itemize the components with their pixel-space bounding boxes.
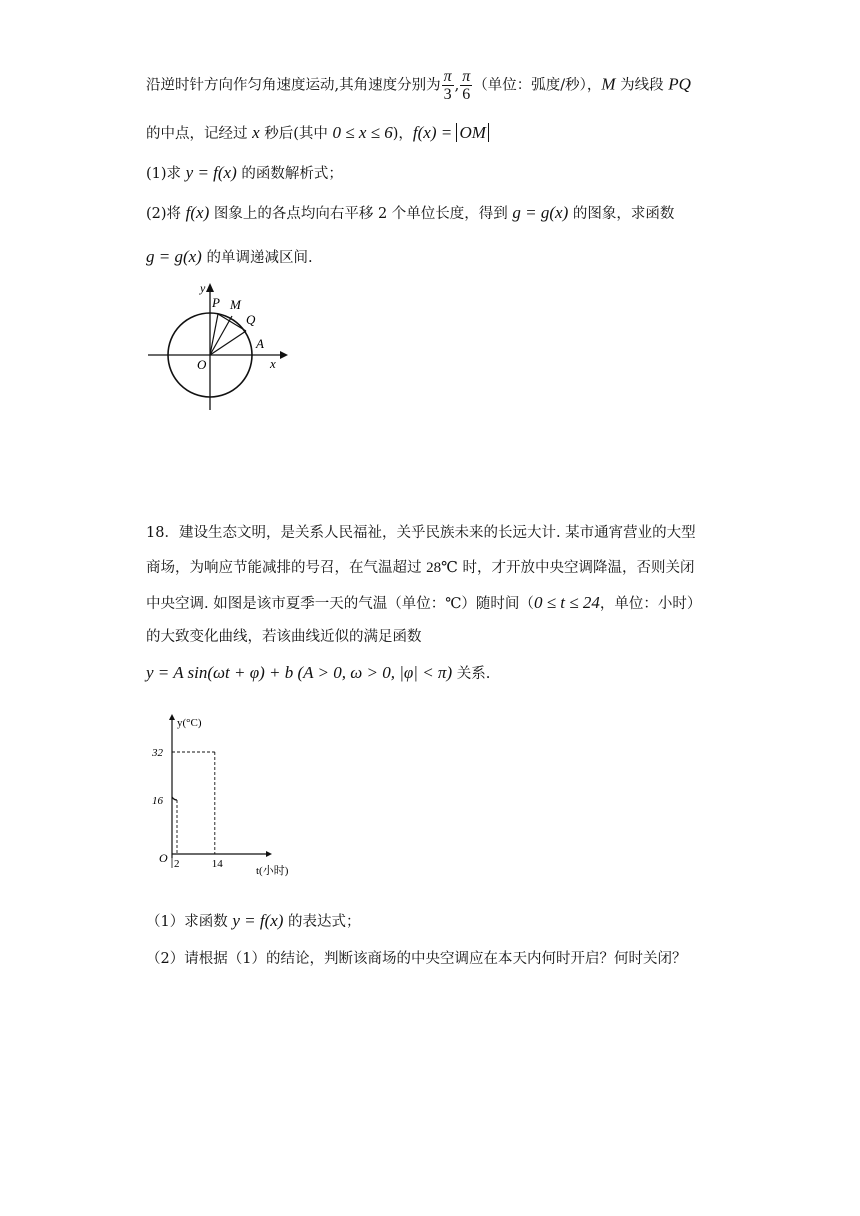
q17-part-2-cont: g = g(x) 的单调递减区间. bbox=[146, 247, 313, 266]
label-Q: Q bbox=[246, 312, 256, 327]
series-line bbox=[172, 797, 177, 800]
x-tick-label-2: 2 bbox=[174, 858, 180, 870]
x-axis-arrow bbox=[266, 851, 272, 857]
label-A: A bbox=[256, 336, 264, 351]
y-axis-label: y(°C) bbox=[177, 717, 202, 729]
label-P: P bbox=[212, 295, 220, 310]
unit-circle-figure bbox=[140, 280, 300, 420]
x-axis-arrow bbox=[280, 351, 288, 359]
q18-line-4: 的大致变化曲线，若该曲线近似的满足函数 bbox=[146, 629, 422, 645]
q18-part-2: （2）请根据（1）的结论，判断该商场的中央空调应在本天内何时开启？何时关闭？ bbox=[146, 951, 687, 967]
x-tick-label-14: 14 bbox=[211, 858, 223, 870]
q17-line-1: 沿逆时针方向作匀角速度运动,其角速度分别为 $\frac{\pi}{3}$ , $\frac{\pi}{6}$ （单位：弧度/秒），M 为线段 PQ bbox=[146, 68, 691, 103]
q18-line-3: 中央空调. 如图是该市夏季一天的气温（单位：℃）随时间（0 ≤ t ≤ 24，单位：小时） bbox=[146, 593, 702, 612]
temperature-chart bbox=[150, 712, 320, 882]
y-tick-label-32: 32 bbox=[152, 747, 163, 759]
q17-part-2: (2)将 f(x) 图象上的各点均向右平移 2 个单位长度，得到 g = g(x) 的图象，求函数 bbox=[146, 203, 675, 222]
x-axis-label: t(小时) bbox=[256, 865, 289, 877]
origin-label: O bbox=[159, 851, 168, 865]
q17-line-2: 的中点，记经过 x 秒后(其中 0 ≤ x ≤ 6)，f(x) = OM bbox=[146, 122, 489, 145]
label-M: M bbox=[230, 297, 241, 312]
label-y: y bbox=[200, 281, 206, 295]
fraction-pi-over-3: $\frac{\pi}{3}$ bbox=[443, 68, 452, 103]
q18-part-1: （1）求函数 y = f(x) 的表达式； bbox=[146, 911, 361, 930]
q17-part-1: (1)求 y = f(x) 的函数解析式； bbox=[146, 163, 343, 182]
radius-OQ bbox=[210, 331, 246, 355]
q18-line-1: 18．建设生态文明，是关系人民福祉，关乎民族未来的长远大计. 某市通宵营业的大型 bbox=[146, 525, 696, 541]
q18-line-2: 商场，为响应节能减排的号召，在气温超过 28℃ 时，才开放中央空调降温，否则关闭 bbox=[146, 560, 695, 576]
fraction-pi-over-6: $\frac{\pi}{6}$ bbox=[462, 68, 471, 103]
label-x: x bbox=[270, 356, 276, 371]
y-axis-arrow bbox=[169, 714, 175, 720]
y-axis-arrow bbox=[206, 283, 214, 292]
q18-line-5: y = A sin(ωt + φ) + b (A > 0, ω > 0, |φ| < π) 关系. bbox=[146, 663, 491, 682]
y-tick-label-16: 16 bbox=[152, 795, 163, 807]
label-O: O bbox=[197, 357, 207, 372]
